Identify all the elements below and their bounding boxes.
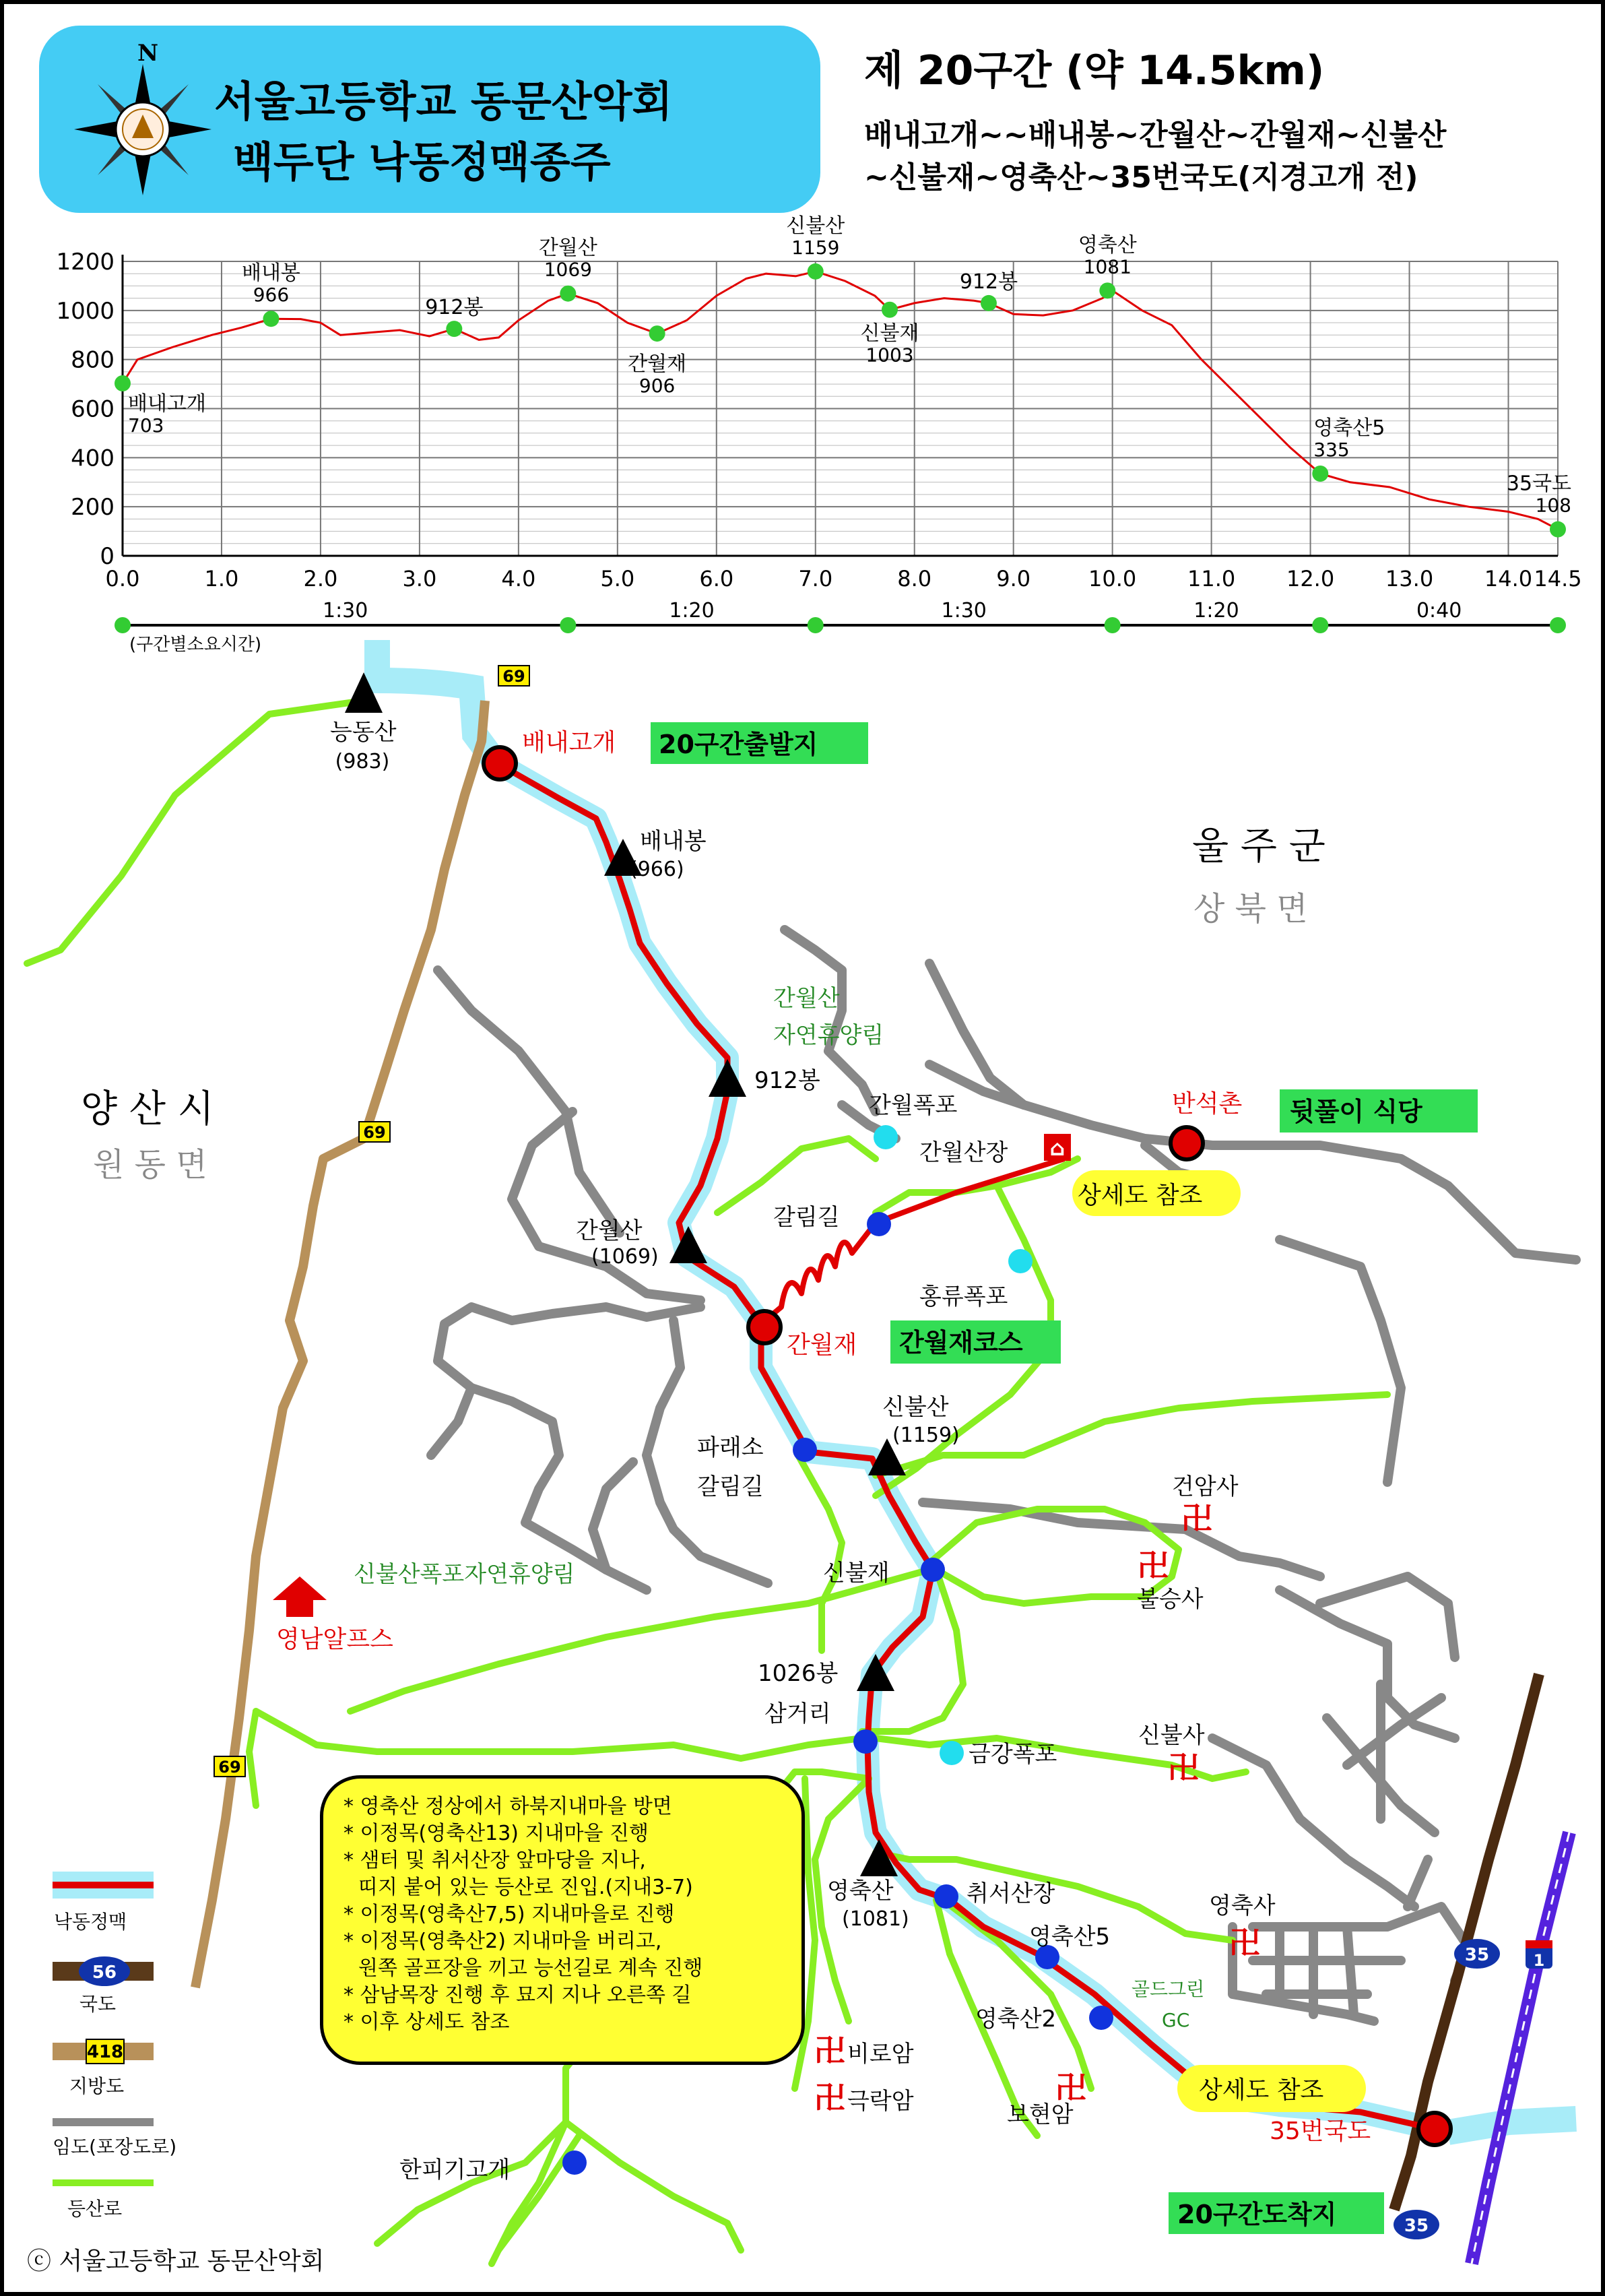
elevation-point	[114, 375, 131, 391]
samgeori-label: 삼거리	[764, 1700, 831, 1727]
note-line: * 삼남목장 진행 후 묘지 지나 오른쪽 길	[343, 1983, 692, 2007]
note-line: * 샘터 및 취서산장 앞마당을 지나,	[343, 1849, 646, 1872]
elevation-point-value: 703	[128, 414, 164, 437]
river-lower	[1448, 2119, 1576, 2132]
peak-name: 1026봉	[758, 1660, 839, 1687]
forest-label: 자연휴양림	[773, 1022, 884, 1049]
legend-trail-label: 등산로	[67, 2198, 123, 2220]
temple-icon: 卍	[814, 2080, 845, 2116]
restaurant-badge-text: 뒷풀이 식당	[1290, 1097, 1422, 1126]
x-tick-label: 14.0	[1484, 566, 1533, 592]
time-marker	[1105, 617, 1121, 633]
elevation-point	[649, 325, 665, 342]
elevation-point-name: 신불산	[786, 214, 845, 238]
elevation-point-value: 966	[253, 284, 290, 307]
elevation-point-value: 906	[638, 375, 676, 397]
time-label: 1:20	[1193, 599, 1239, 623]
elevation-point-value: 1069	[544, 258, 592, 281]
forest-label: 간월산	[773, 985, 840, 1012]
peak-name: 능동산	[330, 719, 397, 746]
time-caption: (구간별소요시간)	[129, 635, 262, 655]
waypoint-icon	[562, 2150, 587, 2175]
start-point-icon	[484, 747, 516, 779]
hanpigi-label: 한피기고개	[399, 2157, 511, 2183]
y-tick-label: 1000	[56, 297, 114, 325]
x-tick-label: 8.0	[897, 566, 932, 592]
restaurant-point-icon	[1171, 1127, 1203, 1159]
peak-name: 912봉	[754, 1067, 820, 1094]
temple-icon: 卍	[1229, 1925, 1260, 1961]
copyright: ⓒ 서울고등학교 동문산악회	[27, 2247, 325, 2275]
y-tick-label: 400	[71, 445, 114, 472]
end-point-icon	[1418, 2113, 1451, 2145]
elevation-point-name: 912봉	[959, 269, 1018, 294]
time-marker	[1312, 617, 1328, 633]
elevation-point-name: 배내고개	[128, 391, 206, 416]
time-label: 0:40	[1416, 599, 1462, 623]
peak-name: 간월산	[576, 1217, 643, 1244]
temple-icon: 卍	[1181, 1500, 1212, 1537]
peak-elev: (966)	[630, 858, 684, 881]
x-tick-label: 0.0	[105, 566, 140, 592]
note-line: * 이후 상세도 참조	[343, 2010, 510, 2034]
elevation-point	[808, 263, 824, 280]
start-badge-text: 20구간출발지	[659, 730, 818, 759]
expressway-1	[1472, 1832, 1569, 2264]
route-notes-box	[320, 1775, 805, 2065]
time-label: 1:30	[941, 599, 987, 623]
title-line-1: 서울고등학교 동문산악회	[214, 77, 673, 126]
peak-name: 영축산	[827, 1878, 894, 1905]
detail-ref-text: 상세도 참조	[1199, 2076, 1324, 2104]
ganwol-lodge-label: 간월산장	[919, 1139, 1008, 1166]
up-arrow-icon	[273, 1576, 327, 1617]
elevation-point-value: 1081	[1083, 255, 1132, 278]
peak-elev: (1081)	[842, 1907, 909, 1931]
geumgang-falls-label: 금강폭포	[969, 1741, 1057, 1768]
elevation-point	[981, 295, 997, 311]
elevation-point	[882, 302, 898, 318]
legend-forest-road-label: 임도(포장도로)	[53, 2136, 177, 2158]
legend-local-num: 418	[86, 2042, 124, 2062]
peak-icon	[709, 1059, 746, 1097]
yeongnam-alps-label: 영남알프스	[276, 1626, 393, 1653]
temple-icon: 卍	[1055, 2070, 1086, 2106]
yeongchuk5-label: 영축산5	[1029, 1923, 1111, 1950]
elevation-point-name: 35국도	[1506, 472, 1571, 496]
note-line: * 이정목(영축산2) 지내마을 버리고,	[343, 1930, 662, 1953]
peak-elev: (983)	[335, 750, 390, 773]
note-line: * 이정목(영축산13) 지내마을 진행	[343, 1822, 649, 1845]
y-tick-label: 600	[71, 395, 114, 423]
x-tick-label: 4.0	[501, 566, 536, 592]
golf-label: 골드그린	[1132, 1978, 1205, 2000]
golf-label: GC	[1162, 2009, 1190, 2031]
waypoint-icon	[853, 1729, 878, 1754]
forest-label: 신불산폭포자연휴양림	[354, 1561, 575, 1588]
y-tick-label: 800	[71, 346, 114, 374]
waypoint-icon	[1089, 2006, 1113, 2030]
legend-ridge-label: 낙동정맥	[54, 1911, 127, 1933]
time-marker	[1550, 617, 1566, 633]
x-tick-label: 11.0	[1187, 566, 1236, 592]
road-69-label: 69	[218, 1758, 241, 1777]
temple-label: 비로암	[847, 2041, 914, 2068]
road-35-label: 35	[1464, 1945, 1490, 1965]
peak-elev: (1159)	[892, 1424, 960, 1447]
time-marker	[560, 617, 576, 633]
elevation-point-name: 간월산	[538, 236, 597, 260]
x-tick-label: 6.0	[699, 566, 734, 592]
waypoint-icon	[793, 1438, 817, 1462]
road-35-label: 35	[1404, 2216, 1429, 2236]
route-line-1: 배내고개~~배내봉~간월산~간월재~신불산	[864, 118, 1447, 152]
region-sangbuk: 상 북 면	[1193, 890, 1308, 928]
elevation-point	[446, 321, 462, 337]
peak-name: 신불산	[882, 1394, 949, 1421]
region-wondong: 원 동 면	[93, 1146, 207, 1184]
elevation-point-name: 912봉	[425, 296, 484, 320]
elevation-point	[1312, 466, 1328, 482]
temple-label: 불승사	[1137, 1586, 1204, 1613]
temple-icon: 卍	[1138, 1548, 1169, 1584]
temple-label: 영축사	[1209, 1892, 1276, 1919]
waypoint-icon	[867, 1212, 891, 1236]
x-tick-label: 3.0	[402, 566, 437, 592]
elevation-point-value: 335	[1313, 439, 1350, 461]
elevation-point	[560, 286, 576, 302]
bansukchon-label: 반석촌	[1172, 1090, 1243, 1118]
elevation-point-value: 1159	[791, 236, 840, 259]
ganwoljae-badge-text: 간월재코스	[899, 1328, 1023, 1358]
x-tick-label: 12.0	[1286, 566, 1335, 592]
note-line: * 이정목(영축산7,5) 지내마을로 진행	[343, 1903, 675, 1926]
elevation-point-name: 영축산	[1078, 233, 1137, 257]
waterfall-icon	[874, 1125, 898, 1149]
compass-n-label: N	[137, 40, 159, 67]
peak-name: 배내봉	[640, 828, 707, 855]
section-title: 제 20구간 (약 14.5km)	[864, 47, 1325, 94]
legend-national-num: 56	[92, 1963, 117, 1983]
sinbuljae-label: 신불재	[823, 1560, 890, 1587]
parae-label: 파래소	[697, 1434, 764, 1461]
hongryu-falls-label: 홍류폭포	[919, 1283, 1008, 1310]
waypoint-icon	[921, 1558, 945, 1582]
expressway-label: 1	[1533, 1951, 1545, 1970]
time-label: 1:30	[322, 599, 368, 623]
temple-label: 건암사	[1172, 1473, 1239, 1500]
garimgil-label: 갈림길	[773, 1204, 840, 1231]
end-label: 35번국도	[1270, 2117, 1371, 2145]
elevation-point	[263, 311, 279, 327]
legend-national-label: 국도	[79, 1993, 117, 2015]
chwiseo-label: 취서산장	[967, 1880, 1055, 1907]
y-tick-label: 0	[100, 543, 114, 570]
temple-label: 신불사	[1138, 1722, 1205, 1749]
y-tick-label: 1200	[56, 249, 114, 276]
x-tick-label: 14.5	[1534, 566, 1582, 592]
elevation-point-name: 신불재	[860, 321, 919, 346]
time-marker	[808, 617, 824, 633]
elevation-point	[1099, 282, 1115, 298]
end-badge-text: 20구간도착지	[1177, 2200, 1337, 2229]
time-marker	[114, 617, 131, 633]
elevation-point-name: 간월재	[628, 352, 687, 377]
note-line: 원쪽 골프장을 끼고 능선길로 계속 진행	[358, 1956, 703, 1980]
temple-label: 극락암	[847, 2088, 914, 2115]
x-tick-label: 10.0	[1088, 566, 1137, 592]
elevation-point-value: 1003	[865, 344, 914, 366]
start-label: 배내고개	[522, 729, 616, 757]
note-line: 띠지 붙어 있는 등산로 진입.(지내3-7)	[358, 1876, 693, 1899]
title-line-2: 백두단 낙동정맥종주	[233, 137, 611, 187]
detail-ref-text: 상세도 참조	[1078, 1182, 1203, 1209]
waterfall-icon	[1008, 1249, 1033, 1273]
region-yangsan: 양 산 시	[81, 1087, 214, 1131]
route-line-2: ~신불재~영축산~35번국도(지경고개 전)	[864, 160, 1418, 195]
x-tick-label: 5.0	[600, 566, 635, 592]
elevation-point-name: 배내봉	[241, 261, 300, 286]
temple-label: 보현암	[1007, 2101, 1074, 2128]
x-tick-label: 2.0	[303, 566, 338, 592]
ganwol-falls-label: 간월폭포	[869, 1092, 958, 1119]
temple-icon: 卍	[814, 2033, 845, 2069]
expressway-shield-top	[1526, 1940, 1552, 1948]
x-tick-label: 13.0	[1385, 566, 1434, 592]
x-tick-label: 1.0	[204, 566, 239, 592]
waypoint-icon	[934, 1884, 958, 1909]
time-label: 1:20	[669, 599, 715, 623]
note-line: * 영축산 정상에서 하북지내마을 방면	[343, 1795, 672, 1818]
region-ulju: 울 주 군	[1192, 825, 1325, 868]
elevation-point-value: 108	[1535, 494, 1571, 517]
y-tick-label: 200	[71, 494, 114, 521]
x-tick-label: 9.0	[996, 566, 1031, 592]
lodge-glyph: ⌂	[1049, 1135, 1066, 1161]
road-69-label: 69	[502, 667, 525, 686]
temple-icon: 卍	[1168, 1750, 1199, 1786]
elevation-point-name: 영축산5	[1313, 416, 1385, 441]
elevation-profile-chart	[56, 214, 1581, 655]
road-69-label: 69	[363, 1123, 386, 1142]
ganwoljae-label: 간월재	[787, 1331, 857, 1359]
parae-label: 갈림길	[697, 1473, 764, 1500]
x-tick-label: 7.0	[798, 566, 833, 592]
waterfall-icon	[940, 1741, 964, 1765]
legend-local-label: 지방도	[69, 2075, 125, 2097]
peak-elev: (1069)	[591, 1245, 659, 1269]
elevation-point	[1550, 521, 1566, 538]
ganwoljae-point-icon	[748, 1311, 781, 1343]
yeongchuk2-label: 영축산2	[975, 2006, 1057, 2033]
